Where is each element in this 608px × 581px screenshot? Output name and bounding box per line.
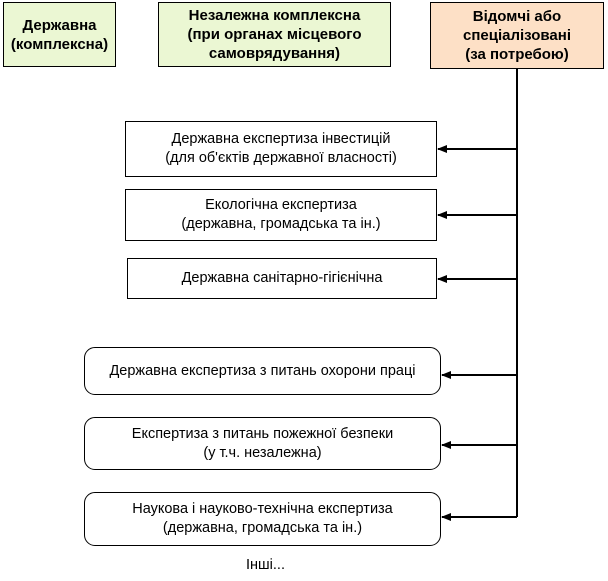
item-ecological-expertise: Екологічна експертиза (державна, громадська та ін.) [125,189,437,241]
footer-note-others: Інші... [246,557,285,573]
item-labor-protection: Державна експертиза з питань охорони праці [84,347,441,395]
category-box-departmental: Відомчі або спеціалізовані (за потребою) [430,2,604,69]
category-box-state: Державна (комплексна) [3,2,116,67]
item-sanitary-hygienic: Державна санітарно-гігієнічна [127,258,437,299]
item-investment-expertise: Державна експертиза інвестицій (для об'єктів державної власності) [125,121,437,177]
item-fire-safety: Експертиза з питань пожежної безпеки (у т.ч. незалежна) [84,417,441,470]
category-box-independent: Незалежна комплексна (при органах місцевого самоврядування) [158,2,391,67]
item-scientific-technical: Наукова і науково-технічна експертиза (державна, громадська та ін.) [84,492,441,546]
